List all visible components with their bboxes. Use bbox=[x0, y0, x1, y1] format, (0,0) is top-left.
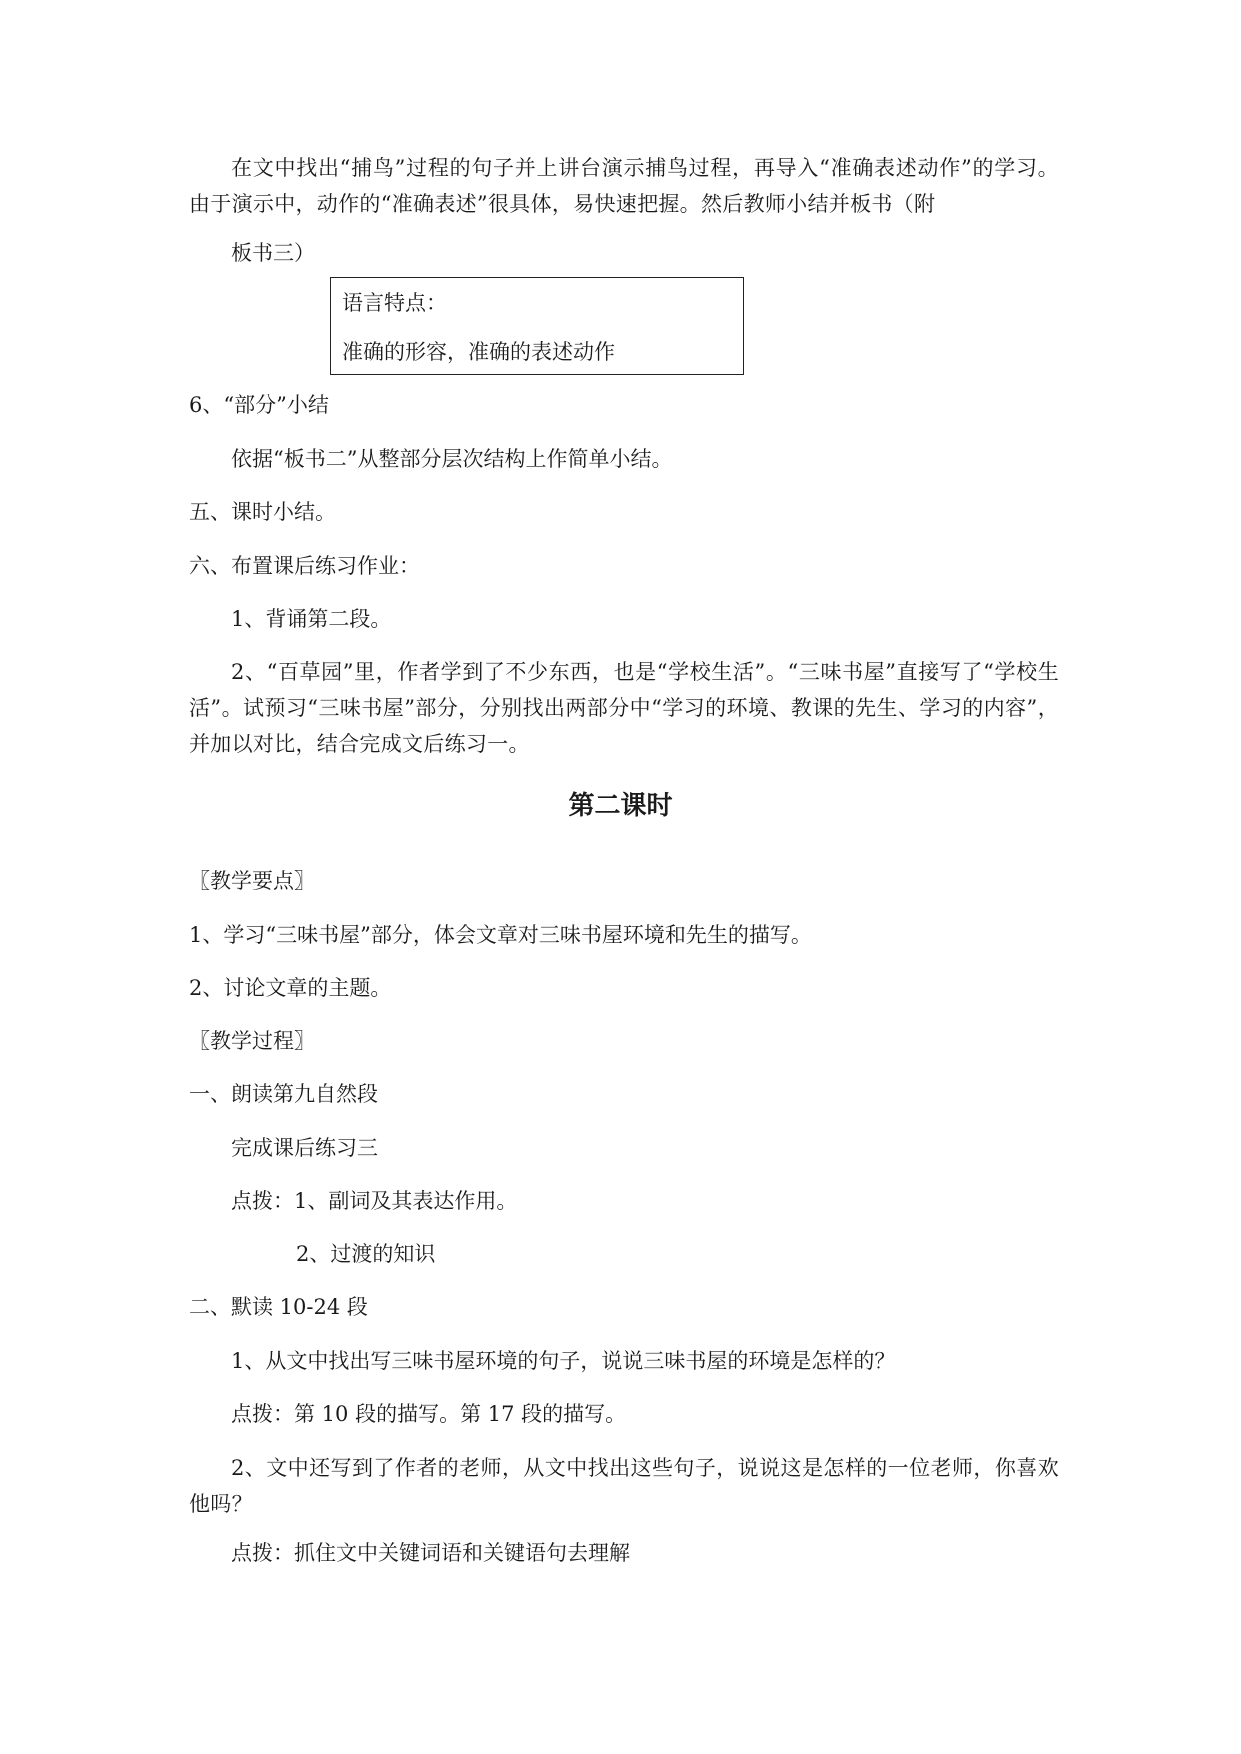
section5-title: 五、课时小结。 bbox=[189, 500, 336, 524]
board-box-title: 语言特点： bbox=[342, 291, 447, 315]
lesson2-heading: 第二课时 bbox=[568, 791, 673, 821]
step1-hint-2: 2、过渡的知识 bbox=[296, 1242, 436, 1266]
board-box-content: 准确的形容，准确的表述动作 bbox=[342, 340, 615, 364]
key-points-label: 〖教学要点〗 bbox=[189, 869, 315, 893]
process-label: 〖教学过程〗 bbox=[189, 1029, 315, 1053]
question-1: 1、从文中找出写三味书屋环境的句子，说说三味书屋的环境是怎样的？ bbox=[231, 1349, 896, 1373]
step2-title: 二、默读 10-24 段 bbox=[189, 1295, 368, 1319]
section6-title: 六、布置课后练习作业： bbox=[189, 554, 420, 578]
item6-title: 6、“部分”小结 bbox=[189, 393, 329, 417]
paragraph-catch-bird-continuation: 板书三） bbox=[231, 241, 315, 265]
homework-item-2: 2、“百草园”里，作者学到了不少东西，也是“学校生活”。“三味书屋”直接写了“学校生活”。试预习“三味书屋”部分，分别找出两部分中“学习的环境、教课的先生、学习的内容”，并加以对比，结合完成文后练习一。 bbox=[189, 660, 1059, 756]
paragraph-catch-bird: 在文中找出“捕鸟”过程的句子并上讲台演示捕鸟过程，再导入“准确表述动作”的学习。由于演示中，动作的“准确表述”很具体，易快速把握。然后教师小结并板书（附 bbox=[189, 156, 1059, 216]
step1-title: 一、朗读第九自然段 bbox=[189, 1082, 378, 1106]
item6-body: 依据“板书二”从整部分层次结构上作简单小结。 bbox=[231, 447, 673, 471]
step1-hint-1: 点拨：1、副词及其表达作用。 bbox=[231, 1189, 518, 1213]
key-point-1: 1、学习“三味书屋”部分，体会文章对三味书屋环境和先生的描写。 bbox=[189, 923, 812, 947]
question-2-hint: 点拨：抓住文中关键词语和关键语句去理解 bbox=[231, 1541, 630, 1565]
key-point-2: 2、讨论文章的主题。 bbox=[189, 976, 392, 1000]
question-2: 2、文中还写到了作者的老师，从文中找出这些句子，说说这是怎样的一位老师，你喜欢他吗？ bbox=[189, 1456, 1059, 1516]
board-writing-box bbox=[330, 277, 744, 375]
homework-item-1: 1、背诵第二段。 bbox=[231, 607, 392, 631]
question-1-hint: 点拨：第 10 段的描写。第 17 段的描写。 bbox=[231, 1402, 627, 1426]
step1-task: 完成课后练习三 bbox=[231, 1136, 378, 1160]
